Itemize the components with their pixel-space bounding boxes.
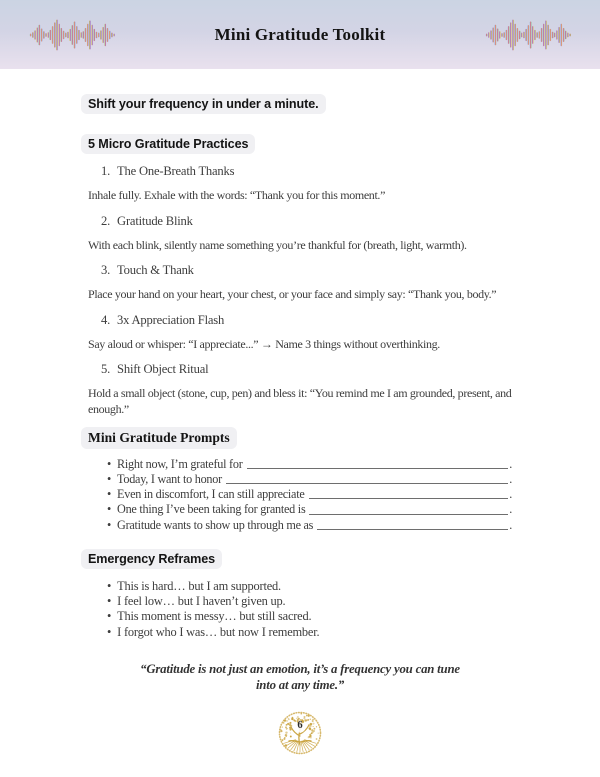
soundwave-icon-left bbox=[29, 17, 115, 53]
quote-line-1: “Gratitude is not just an emotion, it’s a frequency you can tune bbox=[140, 661, 460, 676]
practice-item-title bbox=[101, 362, 512, 377]
prompt-blank-line bbox=[309, 498, 509, 499]
soundwave-icon-right bbox=[485, 17, 571, 53]
prompt-item bbox=[107, 487, 512, 502]
reframe-item: • I feel low… but I haven’t given up. bbox=[107, 594, 512, 609]
practice-item-title bbox=[101, 263, 512, 278]
practice-item-number: 2. bbox=[101, 213, 111, 228]
prompt-item bbox=[107, 472, 512, 487]
page-header bbox=[0, 0, 600, 69]
reframe-item: • I forgot who I was… but now I remember. bbox=[107, 625, 512, 640]
tagline-row bbox=[88, 94, 512, 114]
prompt-blank-line bbox=[309, 514, 508, 515]
reframe-item: • This moment is messy… but still sacred. bbox=[107, 609, 512, 624]
reframe-item: • This is hard… but I am supported. bbox=[107, 579, 512, 594]
practice-item-number: 4. bbox=[101, 312, 111, 327]
section-heading-reframes: Emergency Reframes bbox=[81, 549, 222, 569]
practice-item-desc: Inhale fully. Exhale with the words: “Thank you for this moment.” bbox=[88, 188, 386, 202]
practice-item-title bbox=[101, 313, 512, 328]
practice-item-desc: With each blink, silently name something you’re thankful for (breath, light, warmth). bbox=[88, 237, 467, 252]
practice-item-name: Gratitude Blink bbox=[117, 213, 193, 228]
page-title: Mini Gratitude Toolkit bbox=[214, 25, 386, 44]
prompt-label: • Even in discomfort, I can still appreciate bbox=[117, 487, 305, 502]
prompt-period: . bbox=[509, 471, 512, 486]
prompt-label: • One thing I’ve been taking for granted is bbox=[117, 502, 306, 517]
tagline: Shift your frequency in under a minute. bbox=[81, 94, 326, 114]
practice-item-desc: Say aloud or whisper: “I appreciate...” → Name 3 things without overthinking. bbox=[88, 336, 440, 351]
prompt-item bbox=[107, 502, 512, 517]
practice-item-name: 3x Appreciation Flash bbox=[117, 312, 225, 327]
page-badge bbox=[276, 709, 324, 757]
prompt-item bbox=[107, 457, 512, 472]
prompt-item bbox=[107, 518, 512, 533]
prompt-period: . bbox=[509, 487, 512, 502]
practice-item-desc: Place your hand on your heart, your chest, or your face and simply say: “Thank you, body.” bbox=[88, 287, 497, 302]
prompt-period: . bbox=[509, 502, 512, 517]
reframes-list bbox=[88, 579, 512, 640]
section-heading-practices: 5 Micro Gratitude Practices bbox=[81, 134, 255, 154]
practice-item-name: Touch & Thank bbox=[117, 263, 194, 278]
section-heading-prompts-row bbox=[88, 427, 512, 449]
section-heading-prompts: Mini Gratitude Prompts bbox=[81, 427, 237, 449]
prompt-period: . bbox=[509, 517, 512, 532]
practice-item-number: 1. bbox=[101, 164, 111, 178]
prompt-blank-line bbox=[226, 483, 508, 484]
prompts-list bbox=[88, 457, 512, 533]
prompt-label: • Today, I want to honor bbox=[117, 471, 222, 486]
practice-item-name: Shift Object Ritual bbox=[117, 362, 209, 377]
practice-item-number: 5. bbox=[101, 362, 111, 377]
page-content bbox=[0, 94, 600, 694]
section-heading-reframes-row bbox=[88, 549, 512, 569]
practice-item-number: 3. bbox=[101, 263, 111, 278]
practice-item-desc: Hold a small object (stone, cup, pen) and bless it: “You remind me I am grounded, present, and enough.” bbox=[88, 386, 512, 416]
prompt-label: • Gratitude wants to show up through me as bbox=[117, 517, 314, 532]
section-heading-practices-row bbox=[88, 134, 512, 154]
practice-item-title bbox=[101, 214, 512, 229]
prompt-label: • Right now, I’m grateful for bbox=[117, 456, 243, 471]
quote-line-2: into at any time.” bbox=[255, 677, 345, 692]
practice-item-title bbox=[101, 164, 512, 179]
tree-of-life-icon bbox=[276, 709, 324, 757]
prompt-blank-line bbox=[317, 529, 508, 530]
prompt-period: . bbox=[509, 456, 512, 471]
prompt-blank-line bbox=[247, 468, 509, 469]
practice-item-name: The One-Breath Thanks bbox=[117, 164, 235, 178]
page-number: 6 bbox=[297, 719, 303, 731]
closing-quote bbox=[88, 662, 512, 694]
